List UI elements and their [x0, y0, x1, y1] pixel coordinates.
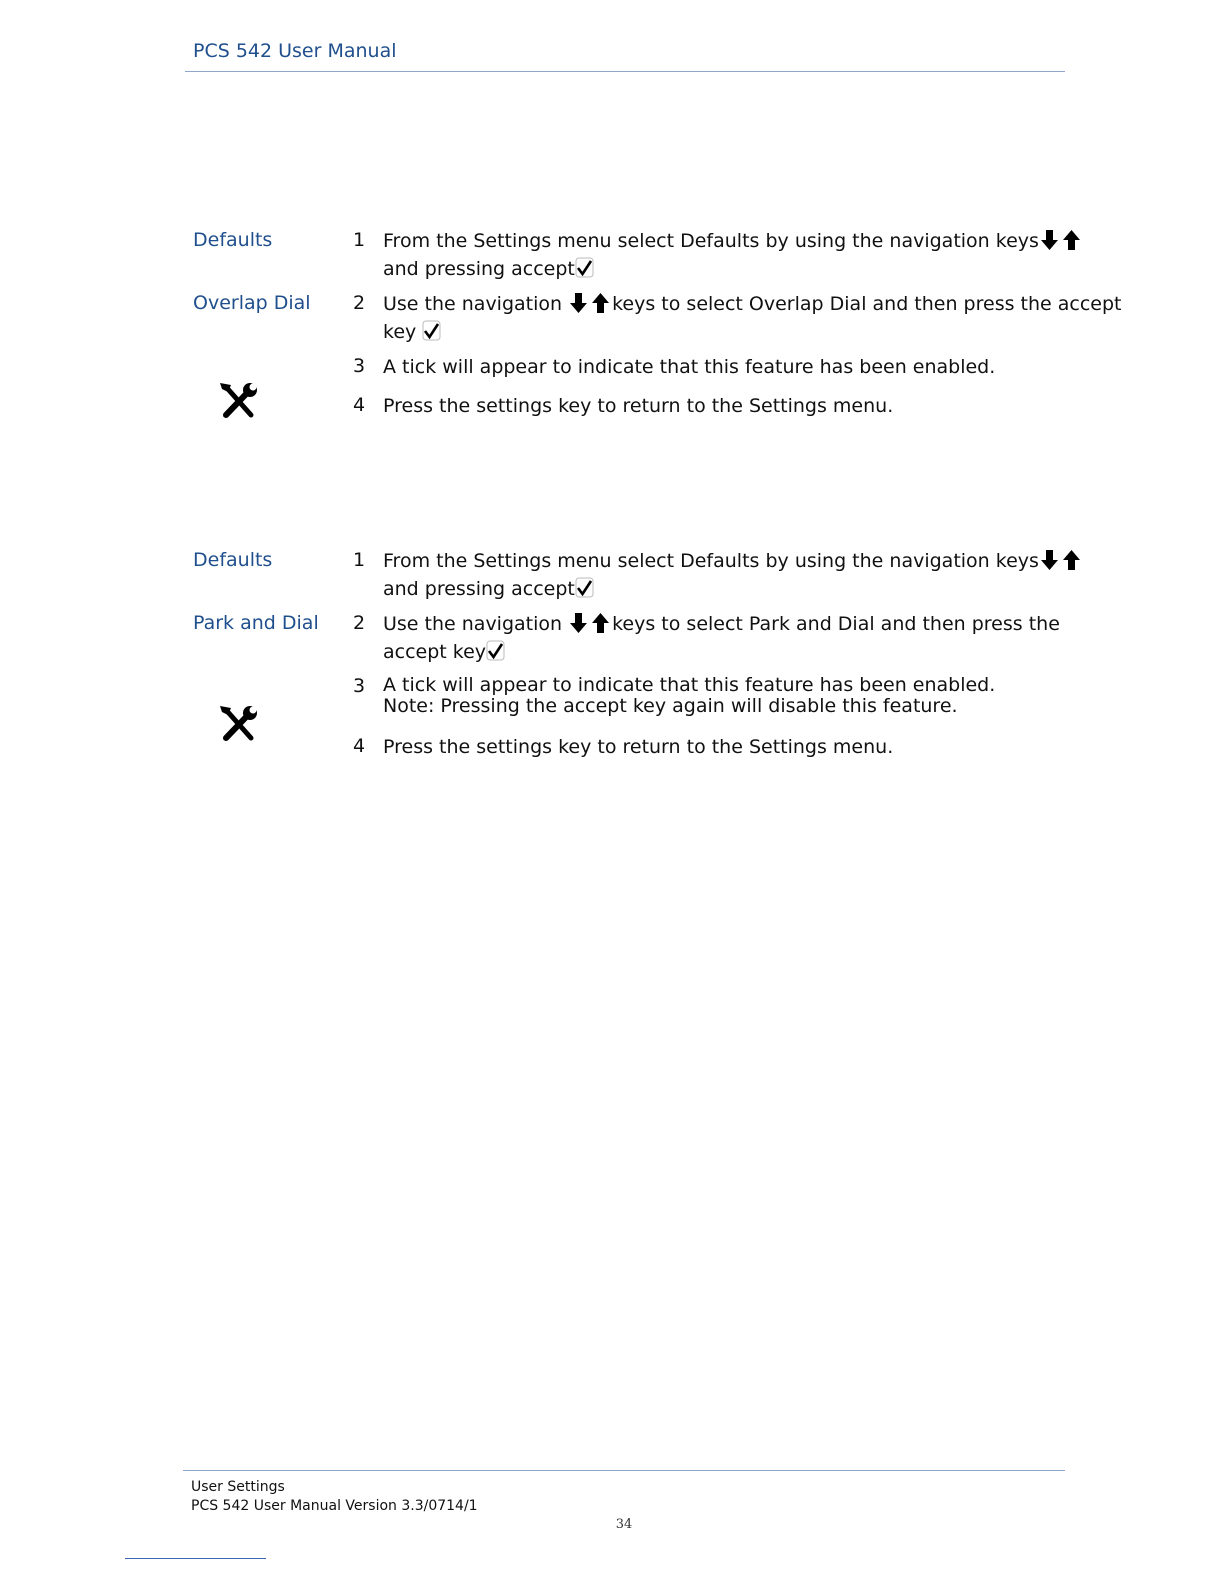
step-text-line: and pressing accept	[383, 578, 575, 600]
step-number: 1	[353, 229, 366, 251]
down-arrow-icon	[1041, 230, 1058, 250]
settings-tools-icon	[218, 704, 260, 748]
step-text-line: and pressing accept	[383, 258, 575, 280]
settings-tools-icon	[218, 381, 260, 425]
step-text-line: Press the settings key to return to the Settings menu.	[383, 395, 894, 417]
checkmark-icon	[575, 257, 595, 285]
footnote-separator	[125, 1558, 266, 1559]
step-number: 4	[353, 735, 366, 757]
step-text-line: key	[383, 321, 417, 343]
step-number: 1	[353, 549, 366, 571]
step-text	[383, 612, 1063, 668]
step-number: 3	[353, 675, 366, 697]
step-note-line: Note: Pressing the accept key again will disable this feature.	[383, 695, 958, 717]
header-divider	[185, 71, 1065, 72]
step-label-overlap-dial: Overlap Dial	[193, 292, 311, 314]
step-number: 4	[353, 394, 366, 416]
step-text-line: keys to select Overlap Dial and then press the accept	[612, 293, 1122, 315]
checkmark-icon	[422, 320, 442, 348]
checkmark-icon	[486, 640, 506, 668]
step-text	[383, 355, 1063, 379]
checkmark-icon	[575, 577, 595, 605]
step-label-defaults: Defaults	[193, 549, 273, 571]
up-arrow-icon	[1063, 230, 1080, 250]
navigation-keys	[570, 612, 610, 640]
step-number: 2	[353, 292, 366, 314]
footer-section-name: User Settings	[191, 1479, 285, 1495]
up-arrow-icon	[592, 293, 609, 313]
step-text-line: keys to select Park and Dial and then press the	[612, 613, 1060, 635]
step-label-park-and-dial: Park and Dial	[193, 612, 319, 634]
step-text-line: Use the navigation	[383, 293, 563, 315]
step-number: 2	[353, 612, 366, 634]
footer-divider	[183, 1470, 1065, 1471]
step-text	[383, 675, 1063, 717]
up-arrow-icon	[592, 613, 609, 633]
down-arrow-icon	[570, 613, 587, 633]
step-text-line: From the Settings menu select Defaults by using the navigation keys	[383, 550, 1039, 572]
navigation-keys	[1041, 229, 1081, 257]
page-number: 34	[615, 1517, 633, 1532]
step-text-line: A tick will appear to indicate that this feature has been enabled.	[383, 356, 996, 378]
step-text	[383, 735, 1063, 759]
down-arrow-icon	[570, 293, 587, 313]
step-text-line: A tick will appear to indicate that this feature has been enabled.	[383, 674, 996, 696]
footer-version: PCS 542 User Manual Version 3.3/0714/1	[191, 1498, 478, 1514]
step-number: 3	[353, 355, 366, 377]
navigation-keys	[1041, 549, 1081, 577]
down-arrow-icon	[1041, 550, 1058, 570]
header-title: PCS 542 User Manual	[193, 40, 397, 62]
up-arrow-icon	[1063, 550, 1080, 570]
step-text-line: From the Settings menu select Defaults by using the navigation keys	[383, 230, 1039, 252]
step-text	[383, 394, 1063, 418]
step-text	[383, 292, 1122, 348]
step-text-line: Press the settings key to return to the Settings menu.	[383, 736, 894, 758]
step-text	[383, 229, 1063, 285]
step-label-defaults: Defaults	[193, 229, 273, 251]
step-text-line: Use the navigation	[383, 613, 563, 635]
navigation-keys	[570, 292, 610, 320]
step-text-line: accept key	[383, 641, 487, 663]
step-text	[383, 549, 1063, 605]
